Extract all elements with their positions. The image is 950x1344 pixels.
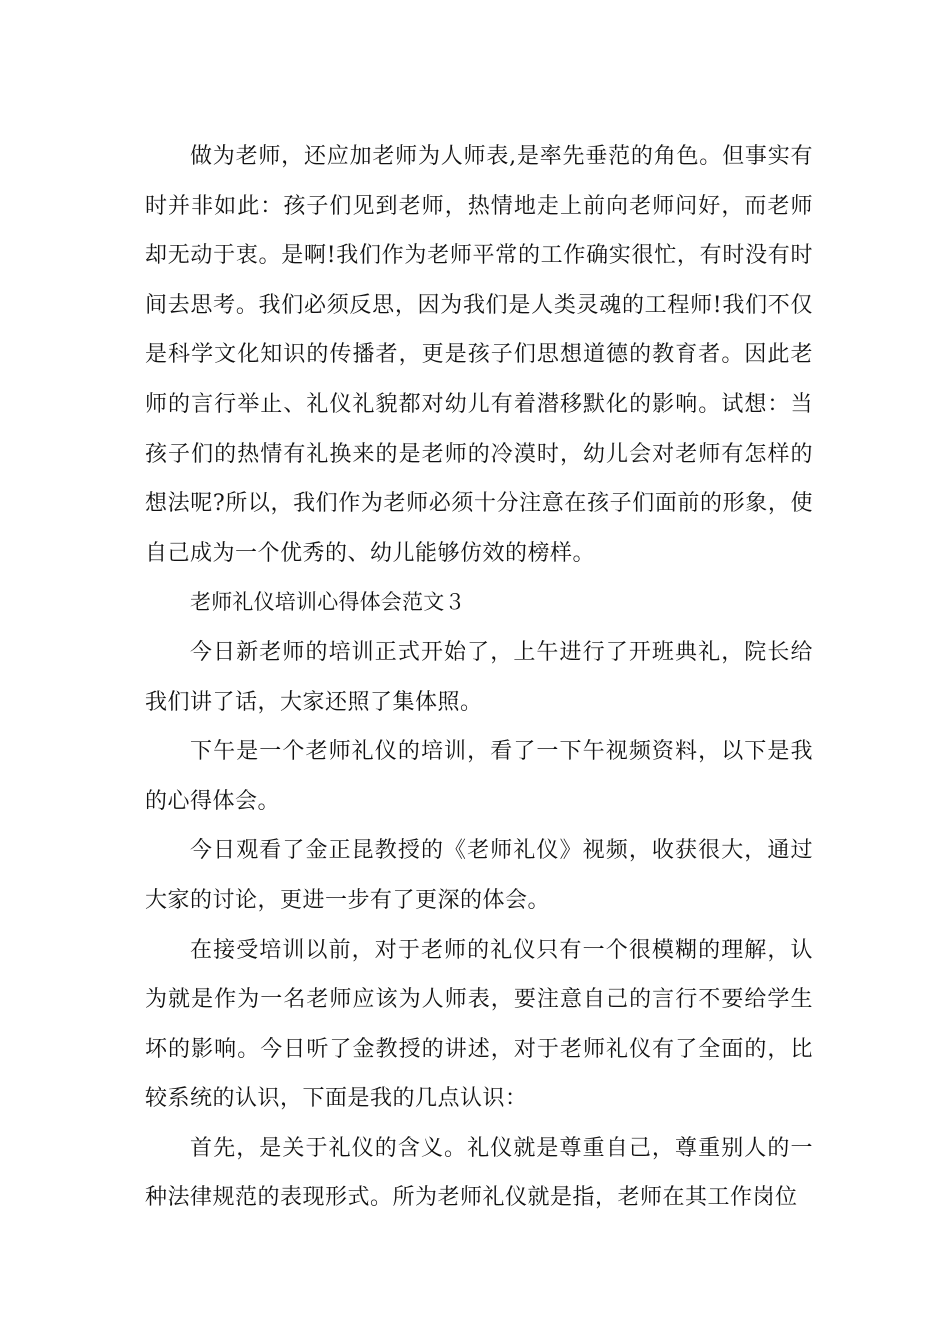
paragraph-training-start: 今日新老师的培训正式开始了，上午进行了开班典礼，院长给我们讲了话，大家还照了集体照。 [145, 639, 813, 715]
paragraph-teacher-role: 做为老师，还应加老师为人师表,是率先垂范的角色。但事实有时并非如此：孩子们见到老师，热情地走上前向老师问好，而老师却无动于衷。是啊!我们作为老师平常的工作确实很忙，有时没有时间去思考。我们必须反思，因为我们是人类灵魂的工程师!我们不仅是科学文化知识的传播者，更是孩子们思想道德的教育者。因此老师的言行举止、礼仪礼貌都对幼儿有着潜移默化的影响。试想：当孩子们的热情有礼换来的是老师的冷漠时，幼儿会对老师有怎样的想法呢?所以，我们作为老师必须十分注意在孩子们面前的形象，使自己成为一个优秀的、幼儿能够仿效的榜样。 [145, 144, 813, 566]
section-heading: 老师礼仪培训心得体会范文３ [190, 590, 466, 615]
paragraph-before-training: 在接受培训以前，对于老师的礼仪只有一个很模糊的理解，认为就是作为一名老师应该为人师表，要注意自己的言行不要给学生坏的影响。今日听了金教授的讲述，对于老师礼仪有了全面的，比较系统的认识，下面是我的几点认识： [145, 937, 813, 1112]
paragraph-afternoon-training: 下午是一个老师礼仪的培训，看了一下午视频资料，以下是我的心得体会。 [145, 739, 813, 814]
paragraph-video-reflection: 今日观看了金正昆教授的《老师礼仪》视频，收获很大，通过大家的讨论，更进一步有了更深的体会。 [145, 838, 813, 913]
document-body [145, 132, 813, 1223]
paragraph-etiquette-meaning: 首先，是关于礼仪的含义。礼仪就是尊重自己，尊重别人的一种法律规范的表现形式。所为老师礼仪就是指，老师在其工作岗位 [145, 1135, 813, 1211]
